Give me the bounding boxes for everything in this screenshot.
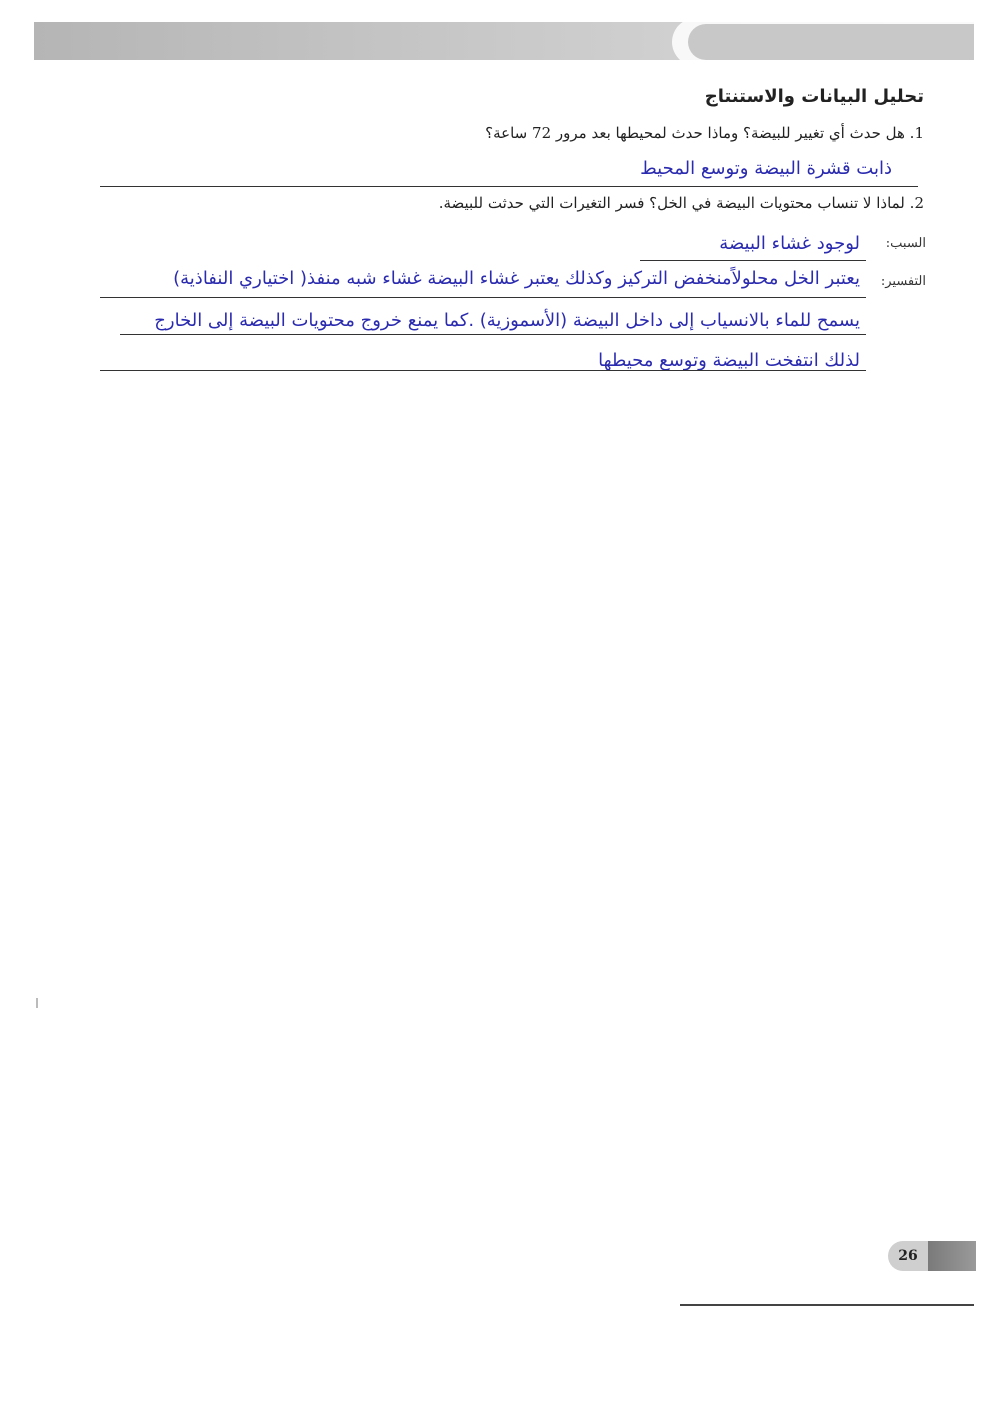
page-number: 26 [898, 1248, 918, 1264]
explanation-answer-line-2: يسمح للماء بالانسياب إلى داخل البيضة (الأسموزية) .كما يمنع خروج محتويات البيضة إلى الخارج [154, 310, 860, 331]
question-1 [485, 124, 924, 142]
question-1-number: 1. [909, 124, 924, 142]
question-2-number: 2. [909, 194, 924, 212]
explanation-answer-line-1: يعتبر الخل محلولاًمنخفض التركيز وكذلك يعتبر غشاء البيضة غشاء شبه منفذ( اختياري النفاذية) [173, 268, 860, 289]
explanation-line-2 [120, 334, 866, 335]
reason-answer: لوجود غشاء البيضة [719, 233, 860, 254]
explanation-answer-line-3: لذلك انتفخت البيضة وتوسع محيطها [598, 350, 860, 371]
header-decoration [664, 22, 974, 60]
answer-1-line [100, 186, 918, 187]
section-title: تحليل البيانات والاستنتاج [704, 86, 924, 107]
reason-line [640, 260, 866, 261]
explanation-label: التفسير: [880, 274, 926, 289]
page-number-tab [928, 1241, 976, 1271]
footer-rule [680, 1304, 974, 1306]
answer-1: ذابت قشرة البيضة وتوسع المحيط [640, 158, 892, 179]
question-1-text: هل حدث أي تغيير للبيضة؟ وماذا حدث لمحيطها بعد مرور 72 ساعة؟ [485, 124, 905, 142]
explanation-line-1 [100, 297, 866, 298]
explanation-line-3 [100, 370, 866, 371]
scan-mark [36, 998, 38, 1008]
question-2-text: لماذا لا تنساب محتويات البيضة في الخل؟ فسر التغيرات التي حدثت للبيضة. [438, 194, 905, 212]
question-2 [439, 194, 924, 212]
reason-label: السبب: [885, 236, 926, 251]
